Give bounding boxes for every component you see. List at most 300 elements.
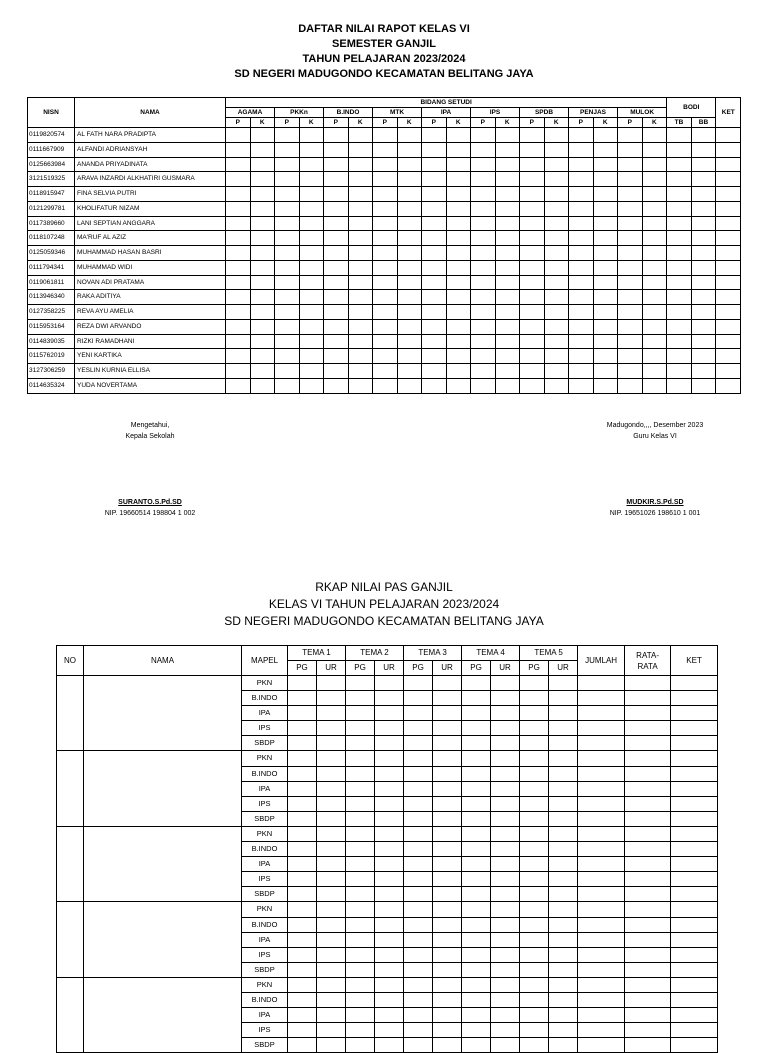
grade-cell	[495, 290, 520, 305]
score-cell	[433, 977, 462, 992]
grade-cell	[691, 275, 716, 290]
score-cell	[404, 721, 433, 736]
grade-cell	[275, 142, 300, 157]
grade-cell	[642, 172, 667, 187]
score-cell	[491, 887, 520, 902]
grade-cell	[716, 128, 741, 143]
grade-cell	[544, 201, 569, 216]
grade-cell	[422, 172, 447, 187]
no-cell	[57, 977, 84, 1052]
score-cell	[375, 826, 404, 841]
grade-cell	[716, 157, 741, 172]
grade-cell	[667, 319, 692, 334]
nama-cell: MUHAMMAD HASAN BASRI	[75, 246, 226, 261]
score-cell	[549, 932, 578, 947]
grade-cell	[422, 275, 447, 290]
grade-cell	[691, 260, 716, 275]
grade-cell	[226, 201, 251, 216]
grade-cell	[593, 172, 618, 187]
grade-cell	[593, 187, 618, 202]
score-cell	[625, 736, 671, 751]
nisn-cell: 0118107248	[28, 231, 75, 246]
score-cell	[549, 706, 578, 721]
grade-cell	[593, 378, 618, 393]
grade-cell	[495, 305, 520, 320]
grade-cell	[667, 216, 692, 231]
ket-header: KET	[671, 646, 718, 676]
grade-cell	[642, 246, 667, 261]
grade-cell	[324, 157, 349, 172]
pg-header: PG	[520, 661, 549, 676]
score-cell	[288, 721, 317, 736]
ur-header: UR	[491, 661, 520, 676]
score-cell	[288, 751, 317, 766]
score-cell	[491, 826, 520, 841]
grade-cell	[226, 334, 251, 349]
grade-cell	[642, 142, 667, 157]
grade-cell	[716, 378, 741, 393]
grade-cell	[299, 201, 324, 216]
grade-cell	[667, 157, 692, 172]
score-cell	[433, 842, 462, 857]
score-cell	[404, 887, 433, 902]
score-cell	[671, 887, 718, 902]
grade-cell	[275, 128, 300, 143]
score-cell	[317, 1038, 346, 1053]
mapel-cell: SBDP	[242, 962, 288, 977]
p-header: P	[226, 118, 251, 128]
grade-cell	[642, 305, 667, 320]
score-cell	[346, 736, 375, 751]
score-cell	[625, 781, 671, 796]
grade-cell	[397, 378, 422, 393]
grade-cell	[250, 260, 275, 275]
grade-cell	[520, 216, 545, 231]
grade-cell	[250, 201, 275, 216]
score-cell	[491, 751, 520, 766]
grade-cell	[324, 290, 349, 305]
grade-cell	[520, 128, 545, 143]
score-cell	[625, 796, 671, 811]
grade-cell	[422, 364, 447, 379]
score-cell	[520, 917, 549, 932]
grade-cell	[716, 246, 741, 261]
score-cell	[625, 721, 671, 736]
nama-cell: YENI KARTIKA	[75, 349, 226, 364]
grade-cell	[691, 290, 716, 305]
grade-cell	[593, 231, 618, 246]
grade-cell	[324, 142, 349, 157]
subject-header: MULOK	[618, 108, 667, 118]
grade-cell	[299, 305, 324, 320]
mapel-cell: IPS	[242, 947, 288, 962]
score-cell	[578, 842, 625, 857]
grade-cell	[324, 305, 349, 320]
grade-cell	[667, 378, 692, 393]
mapel-cell: IPS	[242, 1023, 288, 1038]
grade-cell	[569, 260, 594, 275]
rekap-table	[56, 645, 718, 1053]
grade-cell	[667, 231, 692, 246]
score-cell	[462, 751, 491, 766]
grade-cell	[250, 275, 275, 290]
grade-cell	[618, 334, 643, 349]
grade-cell	[471, 187, 496, 202]
score-cell	[288, 1023, 317, 1038]
grade-cell	[299, 260, 324, 275]
grade-cell	[397, 349, 422, 364]
score-cell	[549, 962, 578, 977]
grade-cell	[642, 319, 667, 334]
score-cell	[491, 706, 520, 721]
score-cell	[433, 917, 462, 932]
grade-cell	[471, 142, 496, 157]
table-row	[28, 142, 741, 157]
grade-cell	[348, 187, 373, 202]
grade-cell	[618, 246, 643, 261]
score-cell	[671, 917, 718, 932]
score-cell	[404, 992, 433, 1007]
grade-cell	[348, 319, 373, 334]
table-row	[28, 231, 741, 246]
grade-cell	[250, 349, 275, 364]
grade-cell	[691, 246, 716, 261]
mapel-cell: IPA	[242, 781, 288, 796]
grade-cell	[691, 378, 716, 393]
score-cell	[317, 947, 346, 962]
grade-cell	[569, 246, 594, 261]
grade-cell	[593, 260, 618, 275]
score-cell	[578, 902, 625, 917]
score-cell	[491, 721, 520, 736]
grade-cell	[446, 142, 471, 157]
score-cell	[288, 811, 317, 826]
mapel-cell: IPS	[242, 796, 288, 811]
score-cell	[346, 796, 375, 811]
score-cell	[317, 887, 346, 902]
grade-cell	[569, 364, 594, 379]
score-cell	[346, 1023, 375, 1038]
score-cell	[462, 796, 491, 811]
score-cell	[433, 1038, 462, 1053]
nisn-cell: 3121519325	[28, 172, 75, 187]
score-cell	[549, 887, 578, 902]
grade-cell	[397, 260, 422, 275]
grade-cell	[422, 378, 447, 393]
score-cell	[462, 691, 491, 706]
mapel-cell: PKN	[242, 676, 288, 691]
grade-cell	[422, 319, 447, 334]
grade-cell	[716, 305, 741, 320]
grade-cell	[226, 142, 251, 157]
tema-header: TEMA 2	[346, 646, 404, 661]
score-cell	[462, 962, 491, 977]
score-cell	[462, 826, 491, 841]
grade-cell	[373, 260, 398, 275]
table-row	[57, 902, 718, 917]
bodi-header: BODI	[667, 98, 716, 118]
score-cell	[433, 947, 462, 962]
grade-cell	[226, 172, 251, 187]
score-cell	[433, 796, 462, 811]
score-cell	[346, 932, 375, 947]
sig-right-line1: Madugondo,,,, Desember 2023	[606, 422, 704, 429]
mapel-cell: B.INDO	[242, 766, 288, 781]
grade-cell	[642, 275, 667, 290]
grade-cell	[299, 275, 324, 290]
grade-cell	[226, 378, 251, 393]
grade-cell	[471, 172, 496, 187]
score-cell	[433, 766, 462, 781]
grade-cell	[471, 319, 496, 334]
grade-cell	[642, 128, 667, 143]
grade-cell	[569, 334, 594, 349]
score-cell	[317, 676, 346, 691]
table-row	[28, 319, 741, 334]
grade-cell	[544, 172, 569, 187]
score-cell	[404, 736, 433, 751]
grade-cell	[446, 231, 471, 246]
tema-header: TEMA 5	[520, 646, 578, 661]
grade-cell	[642, 364, 667, 379]
grade-cell	[250, 334, 275, 349]
grade-cell	[324, 275, 349, 290]
ur-header: UR	[549, 661, 578, 676]
score-cell	[375, 751, 404, 766]
score-cell	[549, 766, 578, 781]
score-cell	[625, 1023, 671, 1038]
score-cell	[491, 676, 520, 691]
grade-cell	[520, 246, 545, 261]
grade-cell	[593, 142, 618, 157]
grade-cell	[618, 260, 643, 275]
grade-cell	[226, 349, 251, 364]
score-cell	[317, 857, 346, 872]
score-cell	[462, 947, 491, 962]
score-cell	[346, 872, 375, 887]
nisn-cell: 3127306259	[28, 364, 75, 379]
score-cell	[671, 872, 718, 887]
grade-cell	[495, 246, 520, 261]
score-cell	[288, 992, 317, 1007]
grade-cell	[275, 378, 300, 393]
grade-cell	[348, 275, 373, 290]
score-cell	[404, 706, 433, 721]
score-cell	[491, 1008, 520, 1023]
score-cell	[375, 977, 404, 992]
grade-cell	[667, 275, 692, 290]
grade-cell	[544, 187, 569, 202]
grade-cell	[520, 305, 545, 320]
grade-cell	[642, 231, 667, 246]
grade-cell	[471, 290, 496, 305]
grade-cell	[667, 334, 692, 349]
grade-cell	[446, 201, 471, 216]
grade-cell	[299, 378, 324, 393]
score-cell	[375, 691, 404, 706]
score-cell	[671, 857, 718, 872]
score-cell	[346, 962, 375, 977]
no-cell	[57, 826, 84, 901]
score-cell	[625, 857, 671, 872]
score-cell	[433, 992, 462, 1007]
mapel-cell: IPA	[242, 1008, 288, 1023]
score-cell	[520, 962, 549, 977]
k-header: K	[446, 118, 471, 128]
bidang-studi-header: BIDANG SETUDI	[226, 98, 667, 108]
score-cell	[520, 887, 549, 902]
grade-cell	[275, 216, 300, 231]
nisn-cell: 0117389660	[28, 216, 75, 231]
grade-cell	[471, 128, 496, 143]
grade-cell	[716, 187, 741, 202]
score-cell	[462, 992, 491, 1007]
grade-cell	[397, 334, 422, 349]
grade-cell	[520, 364, 545, 379]
grade-cell	[275, 260, 300, 275]
score-cell	[317, 1008, 346, 1023]
grade-cell	[520, 231, 545, 246]
score-cell	[578, 676, 625, 691]
grade-cell	[348, 364, 373, 379]
score-cell	[288, 887, 317, 902]
grade-cell	[446, 157, 471, 172]
grade-cell	[544, 157, 569, 172]
table-row	[57, 977, 718, 992]
bb-header: BB	[691, 118, 716, 128]
grade-cell	[397, 172, 422, 187]
nisn-cell: 0119820574	[28, 128, 75, 143]
grade-cell	[593, 128, 618, 143]
score-cell	[578, 1008, 625, 1023]
grade-cell	[495, 142, 520, 157]
score-cell	[375, 902, 404, 917]
grade-cell	[250, 231, 275, 246]
mapel-cell: IPA	[242, 932, 288, 947]
score-cell	[288, 781, 317, 796]
grade-cell	[397, 275, 422, 290]
grade-cell	[422, 334, 447, 349]
grade-cell	[618, 172, 643, 187]
sig-left-name: SURANTO.S.Pd.SD	[118, 499, 182, 506]
grade-cell	[520, 275, 545, 290]
grade-cell	[667, 172, 692, 187]
grade-cell	[348, 378, 373, 393]
score-cell	[462, 917, 491, 932]
score-cell	[317, 917, 346, 932]
score-cell	[433, 857, 462, 872]
grade-cell	[397, 305, 422, 320]
score-cell	[317, 842, 346, 857]
score-cell	[549, 796, 578, 811]
score-cell	[288, 962, 317, 977]
grade-cell	[716, 201, 741, 216]
k-header: K	[593, 118, 618, 128]
grade-cell	[471, 378, 496, 393]
score-cell	[625, 977, 671, 992]
nama-cell: REVA AYU AMELIA	[75, 305, 226, 320]
grade-cell	[275, 334, 300, 349]
score-cell	[346, 811, 375, 826]
mapel-cell: PKN	[242, 902, 288, 917]
score-cell	[578, 781, 625, 796]
grade-cell	[275, 349, 300, 364]
grade-cell	[299, 142, 324, 157]
score-cell	[375, 917, 404, 932]
no-cell	[57, 751, 84, 826]
score-cell	[346, 766, 375, 781]
score-cell	[671, 796, 718, 811]
score-cell	[671, 751, 718, 766]
grade-cell	[348, 260, 373, 275]
score-cell	[671, 781, 718, 796]
score-cell	[375, 842, 404, 857]
grade-cell	[275, 275, 300, 290]
grade-cell	[373, 334, 398, 349]
grade-cell	[275, 201, 300, 216]
grade-cell	[495, 231, 520, 246]
grade-cell	[373, 364, 398, 379]
grade-cell	[226, 319, 251, 334]
grade-cell	[569, 216, 594, 231]
score-cell	[491, 902, 520, 917]
grade-cell	[667, 128, 692, 143]
score-cell	[375, 992, 404, 1007]
score-cell	[346, 902, 375, 917]
grade-cell	[275, 157, 300, 172]
score-cell	[549, 842, 578, 857]
grade-cell	[495, 364, 520, 379]
score-cell	[462, 977, 491, 992]
score-cell	[433, 1008, 462, 1023]
score-cell	[625, 766, 671, 781]
grade-cell	[397, 364, 422, 379]
score-cell	[288, 691, 317, 706]
table-row	[28, 290, 741, 305]
grade-cell	[569, 187, 594, 202]
score-cell	[549, 1008, 578, 1023]
grade-cell	[569, 128, 594, 143]
rapot-title-line: SD NEGERI MADUGONDO KECAMATAN BELITANG JAYA	[234, 68, 534, 80]
nisn-cell: 0115762019	[28, 349, 75, 364]
grade-cell	[691, 216, 716, 231]
score-cell	[625, 962, 671, 977]
score-cell	[317, 932, 346, 947]
score-cell	[671, 676, 718, 691]
nisn-cell: 0118915947	[28, 187, 75, 202]
score-cell	[346, 676, 375, 691]
score-cell	[404, 932, 433, 947]
score-cell	[671, 691, 718, 706]
subject-header: SPDB	[520, 108, 569, 118]
score-cell	[625, 1038, 671, 1053]
grade-cell	[397, 201, 422, 216]
grade-cell	[446, 349, 471, 364]
grade-cell	[642, 187, 667, 202]
score-cell	[549, 857, 578, 872]
score-cell	[549, 917, 578, 932]
score-cell	[462, 721, 491, 736]
grade-cell	[397, 216, 422, 231]
score-cell	[491, 962, 520, 977]
score-cell	[462, 766, 491, 781]
table-row	[57, 751, 718, 766]
score-cell	[317, 736, 346, 751]
grade-cell	[716, 142, 741, 157]
mapel-header: MAPEL	[242, 646, 288, 676]
score-cell	[462, 932, 491, 947]
grade-cell	[716, 364, 741, 379]
